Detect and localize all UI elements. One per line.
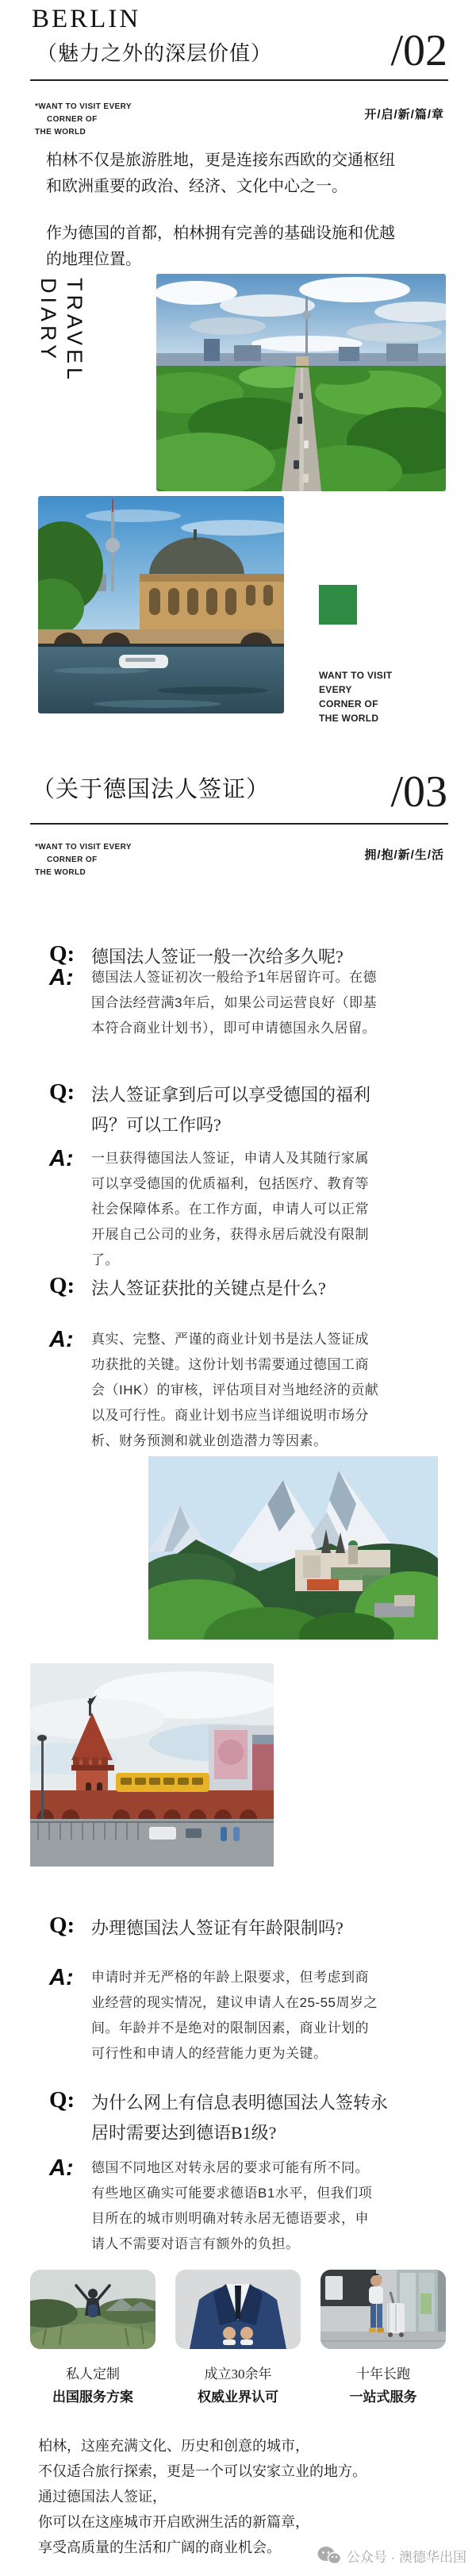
card-caption-line1: 十年长跑	[356, 2366, 410, 2382]
card-photo-businessman[interactable]	[175, 2270, 301, 2349]
question-row	[49, 2087, 422, 2148]
a-marker: A:	[49, 2155, 74, 2181]
section-number-03: /03	[390, 767, 447, 817]
answer-text: 德国法人签证初次一般给予1年居留许可。在德国合法经营满3年后，如果公司运营良好（即基本符合商业计划书），即可申请德国永久居留。	[91, 970, 377, 1036]
q-marker: Q:	[49, 2087, 75, 2113]
want-to-visit-note	[319, 668, 392, 725]
alps-photo-graphic	[148, 1456, 438, 1640]
q-marker: Q:	[49, 941, 75, 967]
corner-note-line: THE WORLD	[35, 128, 86, 136]
closing-paragraph	[38, 2433, 367, 2560]
want-note-line: EVERY	[319, 684, 352, 695]
berlin-title: BERLIN	[32, 5, 141, 33]
answer-row	[49, 1965, 422, 2067]
card-caption-line2: 权威业界认可	[198, 2390, 278, 2405]
suitcase-photo-graphic	[321, 2270, 446, 2349]
tiergarten-photo-graphic	[156, 274, 446, 491]
card-caption-line1: 私人定制	[66, 2366, 120, 2382]
card-caption-line2: 一站式服务	[349, 2390, 417, 2405]
closing-line: 享受高质量的生活和广阔的商业机会。	[38, 2539, 281, 2555]
question-text: 为什么网上有信息表明德国法人签转永居时需要达到德语B1级?	[91, 2093, 389, 2143]
want-note-line: CORNER OF	[319, 698, 378, 709]
intro-paragraphs	[46, 148, 407, 294]
visa-section-title: （关于德国法人签证）	[32, 777, 271, 802]
answer-row	[49, 1327, 422, 1454]
museum-photo-graphic	[38, 496, 284, 713]
q-marker: Q:	[49, 1079, 75, 1105]
closing-line: 通过德国法人签证，	[38, 2489, 167, 2505]
closing-line: 你可以在这座城市开启欧洲生活的新篇章，	[38, 2514, 309, 2530]
tagline-new-chapter: 开/启/新/篇/章	[364, 108, 444, 121]
corner-note-line: CORNER OF	[47, 115, 98, 124]
businessman-photo-graphic	[175, 2270, 301, 2349]
question-row	[49, 1079, 422, 1140]
card-photo-traveler[interactable]	[30, 2270, 155, 2349]
bavarian-alps-photo[interactable]	[148, 1456, 438, 1640]
a-marker: A:	[49, 1327, 74, 1352]
travel-diary-line: TRAVEL	[63, 278, 86, 384]
bridge-photo-graphic	[30, 1663, 274, 1867]
card-photo-suitcase[interactable]	[321, 2270, 446, 2349]
divider-line	[30, 823, 448, 825]
want-note-line: THE WORLD	[319, 713, 379, 724]
corner-note	[35, 101, 132, 139]
q-marker: Q:	[49, 1913, 75, 1938]
service-card-one-stop	[321, 2270, 446, 2405]
answer-row	[49, 1146, 422, 1273]
corner-note-line: *WANT TO VISIT EVERY	[35, 843, 132, 852]
berlin-tiergarten-photo[interactable]	[156, 274, 446, 491]
section-number-02: /02	[390, 26, 447, 75]
want-note-line: WANT TO VISIT	[319, 670, 393, 681]
a-marker: A:	[49, 1146, 74, 1171]
question-text: 办理德国法人签证有年龄限制吗?	[91, 1918, 344, 1938]
service-card-custom-plan	[30, 2270, 155, 2405]
divider-line	[30, 79, 448, 81]
answer-text: 申请时并无严格的年龄上限要求，但考虑到商业经营的现实情况，建议申请人在25-55周岁之间。年龄并不是绝对的限制因素，商业计划的可行性和申请人的经营能力更为关键。	[91, 1970, 378, 2061]
question-text: 法人签证获批的关键点是什么?	[91, 1278, 326, 1298]
answer-row	[49, 2155, 422, 2257]
corner-note	[35, 841, 132, 879]
green-accent-square	[319, 585, 357, 625]
intro-paragraph: 作为德国的首都，柏林拥有完善的基础设施和优越的地理位置。	[46, 225, 395, 268]
oberbaum-bridge-photo[interactable]	[30, 1663, 274, 1867]
answer-text: 一旦获得德国法人签证，申请人及其随行家属可以享受德国的优质福利，包括医疗、教育等社会保障体系。在工作方面，申请人可以正常开展自己公司的业务，获得永居后就没有限制了。	[91, 1151, 369, 1267]
official-account-footer[interactable]	[317, 2546, 466, 2566]
card-caption-line1: 成立30余年	[204, 2366, 272, 2382]
traveler-photo-graphic	[30, 2270, 155, 2349]
answer-text: 真实、完整、严谨的商业计划书是法人签证成功获批的关键。这份计划书需要通过德国工商会（IHK）的审核，评估项目对当地经济的贡献以及可行性。商业计划书应当详细说明市场分析、财务预测和就业创造潜力等因素。	[91, 1332, 379, 1448]
corner-note-line: THE WORLD	[35, 868, 86, 877]
closing-line: 不仅适合旅行探索，更是一个可以安家立业的地方。	[38, 2463, 367, 2479]
answer-text: 德国不同地区对转永居的要求可能有所不同。有些地区确实可能要求德语B1水平，但我们项目所在的城市则明确对转永居无德语要求，申请人不需要对语言有额外的负担。	[91, 2160, 373, 2251]
a-marker: A:	[49, 1965, 74, 1990]
a-marker: A:	[49, 965, 74, 990]
closing-line: 柏林，这座充满文化、历史和创意的城市，	[38, 2438, 309, 2454]
card-caption-line2: 出国服务方案	[52, 2390, 133, 2405]
tagline-new-life: 拥/抱/新/生/活	[364, 848, 444, 862]
official-account-label[interactable]: 公众号 · 澳德华出国	[346, 2550, 466, 2565]
travel-diary-vertical-label	[35, 278, 87, 405]
corner-note-line: CORNER OF	[47, 855, 98, 864]
question-text: 法人签证拿到后可以享受德国的福利吗？可以工作吗?	[91, 1085, 371, 1135]
corner-note-line: *WANT TO VISIT EVERY	[35, 102, 132, 111]
q-marker: Q:	[49, 1273, 75, 1298]
answer-row	[49, 965, 422, 1041]
question-row	[49, 1273, 422, 1304]
question-row	[49, 1913, 422, 1944]
service-cards	[30, 2270, 446, 2405]
travel-diary-line: DIARY	[36, 278, 60, 363]
service-card-authority	[175, 2270, 301, 2405]
berlin-subtitle: （魅力之外的深层价值）	[36, 42, 273, 65]
question-text: 德国法人签证一般一次给多久呢?	[91, 947, 344, 967]
berlin-museum-island-photo[interactable]	[38, 496, 284, 713]
intro-paragraph: 柏林不仅是旅游胜地，更是连接东西欧的交通枢纽和欧洲重要的政治、经济、文化中心之一。	[46, 152, 395, 195]
wechat-icon	[317, 2546, 341, 2566]
